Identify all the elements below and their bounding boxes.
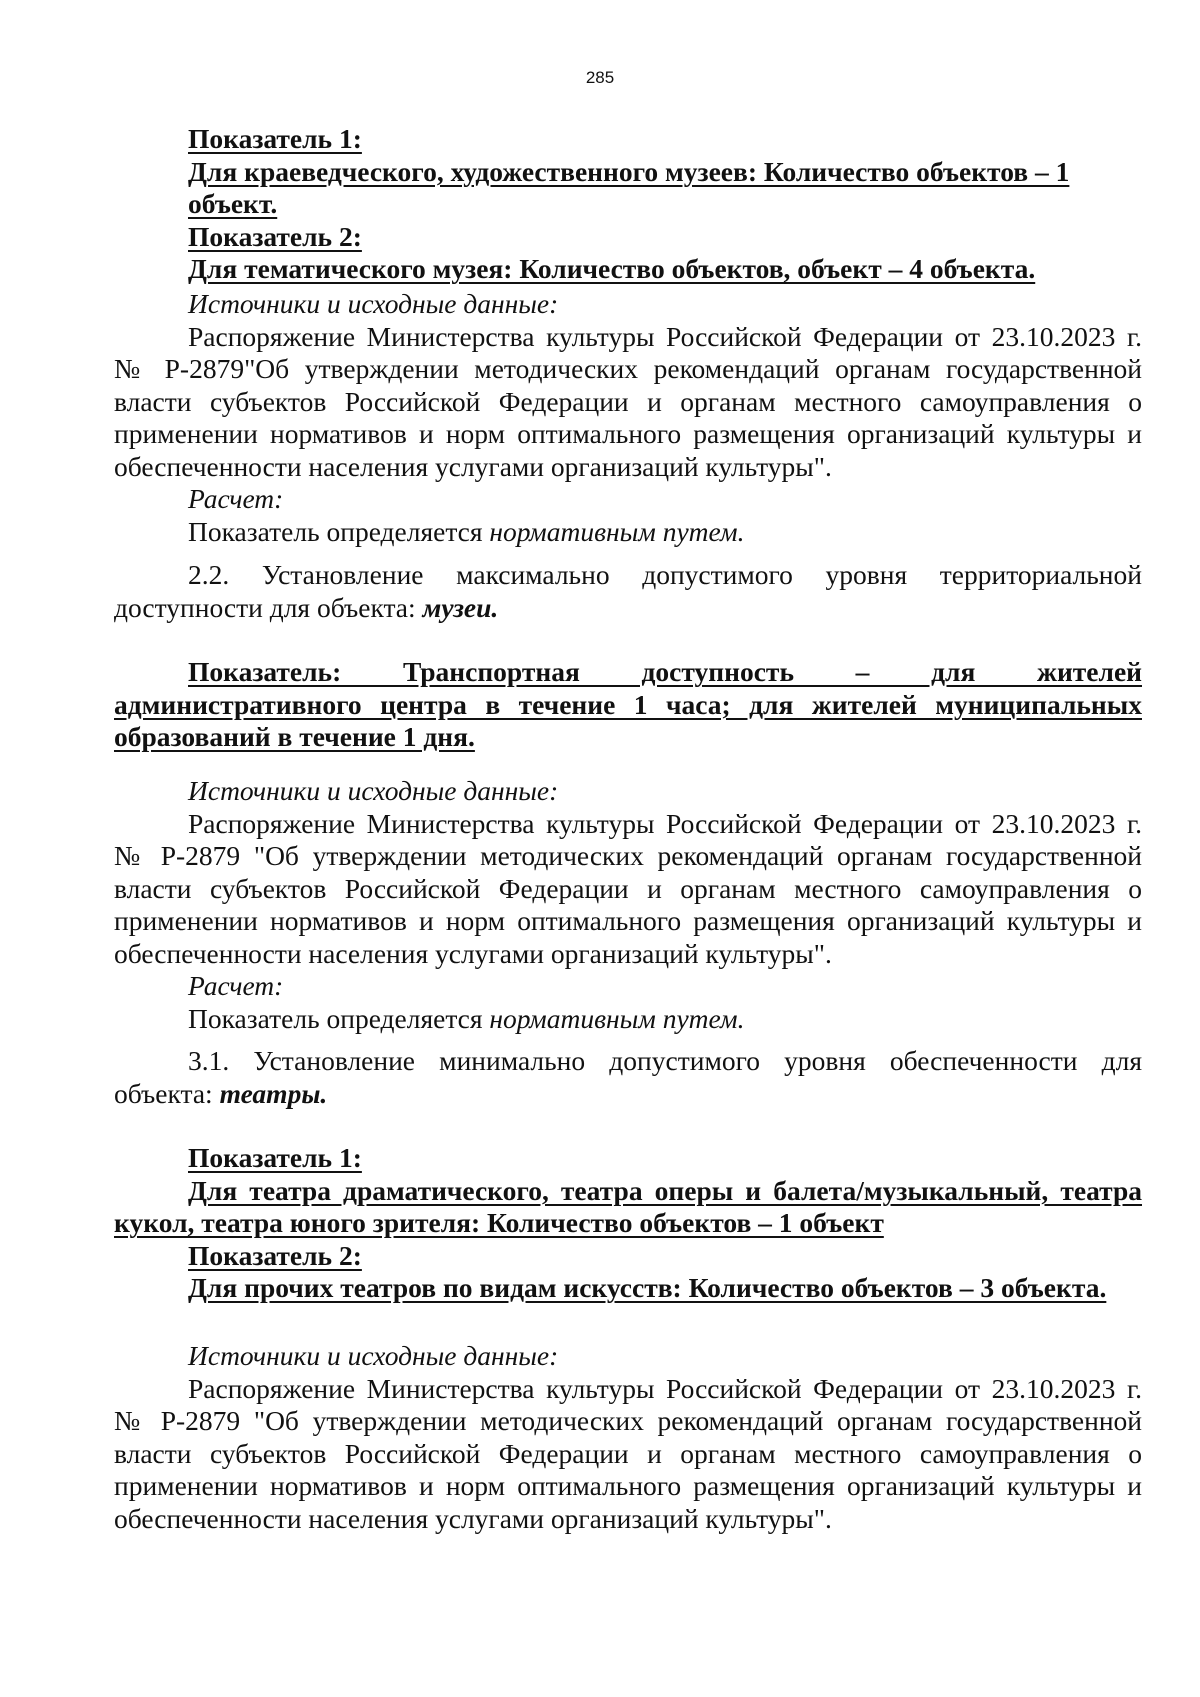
section-heading-first-line: 2.2. Установление максимально допустимого уровня территориальной	[188, 559, 1142, 590]
indicator-block-museums	[114, 123, 1142, 286]
section-heading-2-2	[114, 559, 1142, 624]
indicator-2-label: Показатель 2:	[188, 1239, 362, 1271]
calc-label: Расчет:	[188, 483, 284, 514]
indicator-1-first-line: Для театра драматического, театра оперы и балета/музыкальный, театра	[188, 1174, 1142, 1206]
sources-text: № Р-2879 "Об утверждении методических рекомендаций органам государственной власти субъектов Российской Федерации и органам местного самоуправления о применении нормативов и норм оптимального размещения организаций культуры и обеспеченности населения услугами организаций культуры".	[114, 1405, 1142, 1534]
sources-label: Источники и исходные данные:	[188, 775, 559, 806]
sources-first-line: Распоряжение Министерства культуры Российской Федерации от 23.10.2023 г.	[188, 1372, 1142, 1404]
section-heading-first-line: 3.1. Установление минимально допустимого уровня обеспеченности для	[188, 1045, 1142, 1076]
indicator-1-second-line: кукол, театра юного зрителя: Количество объектов – 1 объект	[114, 1207, 884, 1238]
object-type: музеи.	[422, 591, 499, 623]
indicator-1-label: Показатель 1:	[188, 123, 362, 154]
indicator-2-text: Для прочих театров по видам искусств: Количество объектов – 3 объекта.	[188, 1272, 1107, 1303]
indicator-1-label: Показатель 1:	[188, 1142, 362, 1173]
calc-text: Показатель определяется нормативным путем.	[188, 515, 745, 547]
object-type: театры.	[219, 1077, 328, 1109]
indicator-block-accessibility	[114, 656, 1142, 754]
sources-first-line: Распоряжение Министерства культуры Российской Федерации от 23.10.2023 г.	[188, 807, 1142, 839]
indicator-2-text: Для тематического музея: Количество объектов, объект – 4 объекта.	[188, 253, 1036, 284]
calc-method: нормативным путем.	[489, 515, 745, 547]
indicator-text: административного центра в течение 1 часа; для жителей муниципальных образований в течение 1 дня.	[114, 688, 1142, 752]
sources-label: Источники и исходные данные:	[188, 1340, 559, 1371]
section-heading-3-1	[114, 1045, 1142, 1110]
calc-text: Показатель определяется нормативным путем.	[188, 1002, 745, 1034]
calc-label: Расчет:	[188, 970, 284, 1001]
sources-label: Источники и исходные данные:	[188, 288, 559, 319]
sources-text: № Р-2879 "Об утверждении методических рекомендаций органам государственной власти субъектов Российской Федерации и органам местного самоуправления о применении нормативов и норм оптимального размещения организаций культуры и обеспеченности населения услугами организаций культуры".	[114, 840, 1142, 969]
page-number: 285	[585, 68, 615, 87]
sources-text: № Р-2879"Об утверждении методических рекомендаций органам государственной власти субъектов Российской Федерации и органам местного самоуправления о применении нормативов и норм оптимального размещения организаций культуры и обеспеченности населения услугами организаций культуры".	[114, 353, 1142, 482]
sources-first-line: Распоряжение Министерства культуры Российской Федерации от 23.10.2023 г.	[188, 320, 1142, 352]
sources-block-3	[114, 1340, 1142, 1535]
indicator-block-theatres	[114, 1142, 1142, 1305]
sources-block-2	[114, 775, 1142, 1035]
section-heading-second-line: доступности для объекта: музеи.	[114, 591, 499, 623]
indicator-1-text: Для краеведческого, художественного музеев: Количество объектов – 1 объект.	[188, 155, 1070, 219]
indicator-2-label: Показатель 2:	[188, 220, 362, 252]
section-heading-second-line: объекта: театры.	[114, 1077, 328, 1109]
indicator-first-line: Показатель: Транспортная доступность – для жителей	[188, 656, 1142, 687]
calc-method: нормативным путем.	[489, 1002, 745, 1034]
sources-block-1	[114, 288, 1142, 548]
